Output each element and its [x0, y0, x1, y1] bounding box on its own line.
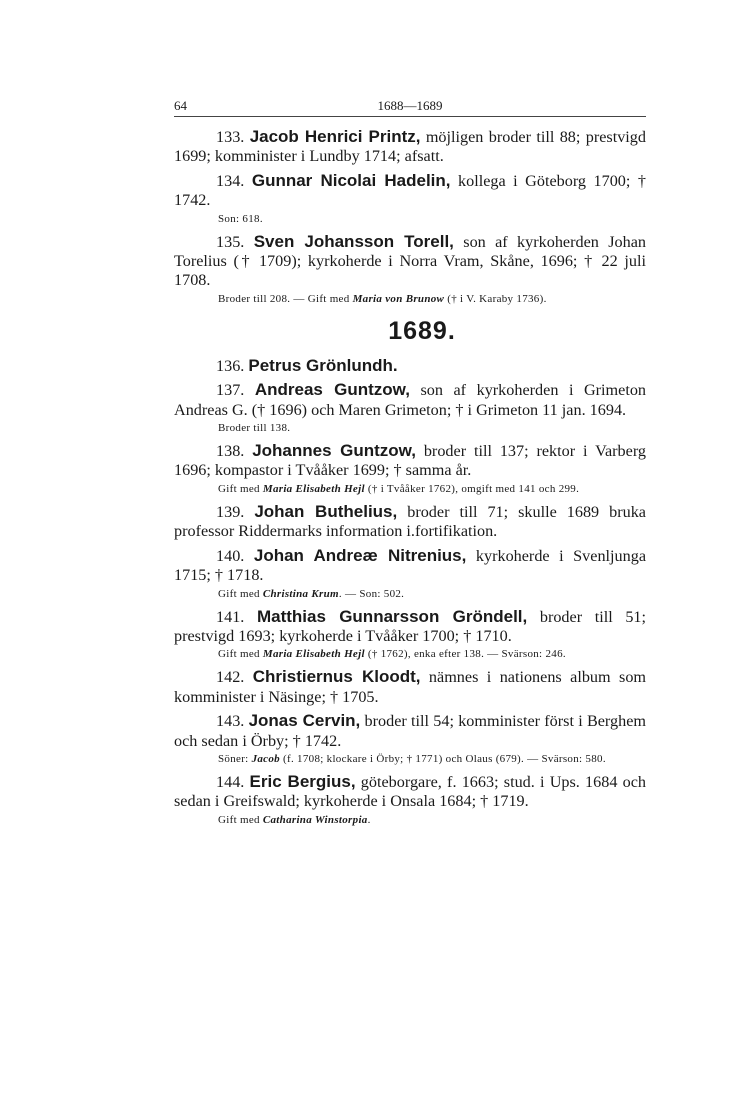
entry: [174, 667, 646, 707]
note-pre: Son: 618.: [218, 212, 263, 225]
note-pre: Söner:: [218, 752, 252, 765]
entry-number: 136.: [216, 356, 245, 375]
entry-number: 141.: [216, 607, 245, 626]
entry: [174, 232, 646, 291]
entry-note: [174, 482, 646, 497]
entry-text: kyrkoherde i Svenljunga 1715; † 1718.: [174, 546, 647, 585]
entry-note: [174, 752, 646, 767]
entry-number: 134.: [216, 171, 245, 190]
note-it: Maria Elisabeth Hejl: [262, 482, 365, 495]
note-pre: Gift med: [218, 813, 263, 826]
entry-number: 140.: [216, 546, 245, 565]
note-it: Maria Elisabeth Hejl: [262, 648, 365, 661]
note-pre: Broder till 138.: [218, 422, 291, 435]
entry-number: 142.: [216, 668, 245, 687]
entry-number: 139.: [216, 502, 245, 521]
entry-text: möjligen broder till 88; prestvigd 1699; komminister i Lundby 1714; afsatt.: [174, 128, 646, 166]
entry-number: 144.: [216, 772, 245, 791]
page-number: 64: [174, 98, 187, 113]
entries-1688: [174, 127, 646, 307]
entry: [174, 356, 646, 376]
entry: [174, 772, 646, 812]
note-it: Christina Krum: [262, 587, 339, 600]
note-pre: Gift med: [218, 482, 263, 495]
entry-name: Gunnar Nicolai Hadelin,: [251, 170, 451, 190]
note-pre: Gift med: [218, 587, 263, 600]
entry-name: Eric Bergius,: [249, 771, 356, 791]
entry: [174, 711, 646, 751]
entry-note: [174, 647, 646, 662]
note-post: († 1762), enka efter 138. — Svärson: 246.: [364, 648, 566, 661]
entry-name: Sven Johansson Torell,: [253, 231, 454, 251]
entry-note: [174, 587, 646, 602]
entry: [174, 502, 646, 542]
entry-name: Jonas Cervin,: [248, 711, 361, 731]
entry-number: 133.: [216, 128, 245, 146]
entry: [174, 127, 646, 167]
entry-note: [174, 813, 646, 828]
note-post: (f. 1708; klockare i Örby; † 1771) och Olaus (679). — Svärson: 580.: [279, 752, 606, 765]
entry-name: Jacob Henrici Printz,: [249, 127, 421, 146]
entry-text: broder till 71; skulle 1689 bruka professor Riddermarks information i.fortifikation.: [174, 502, 646, 541]
entry-number: 138.: [216, 442, 245, 461]
note-it: Maria von Brunow: [352, 292, 445, 305]
entry-note: [174, 421, 646, 436]
entry-name: Christiernus Kloodt,: [252, 667, 421, 687]
note-it: Catharina Winstorpia: [262, 813, 368, 826]
note-post: . — Son: 502.: [338, 587, 405, 600]
entry-note: [174, 212, 646, 227]
entry: [174, 546, 646, 586]
entry-number: 135.: [216, 232, 245, 251]
note-post: († i V. Karaby 1736).: [444, 292, 547, 305]
note-pre: Broder till 208. — Gift med: [218, 292, 353, 305]
entry: [174, 171, 646, 211]
entry: [174, 607, 646, 647]
running-head-years: 1688—1689: [377, 98, 443, 113]
note-pre: Gift med: [218, 648, 263, 661]
entry-number: 143.: [216, 712, 245, 731]
entry-text: son af kyrkoherden Johan Torelius († 1709); kyrkoherde i Norra Vram, Skåne, 1696; † 22 juli 1708.: [174, 232, 646, 290]
entry-name: Johan Andreæ Nitrenius,: [253, 545, 467, 565]
entry-text: broder till 54; komminister först i Berghem och sedan i Örby; † 1742.: [174, 712, 646, 750]
entry-name: Petrus Grönlundh.: [248, 355, 398, 375]
entry: [174, 441, 646, 481]
year-heading: 1689.: [388, 316, 456, 345]
entry-text: göteborgare, f. 1663; stud. i Ups. 1684 och sedan i Greifswald; kyrkoherde i Onsala 1684; † 1719.: [174, 772, 647, 811]
entry-number: 137.: [216, 381, 245, 400]
entry-text: broder till 137; rektor i Varberg 1696; kompastor i Tvååker 1699; † samma år.: [174, 442, 647, 480]
entry-text: kollega i Göteborg 1700; † 1742.: [174, 171, 646, 210]
entry-name: Johan Buthelius,: [254, 501, 398, 521]
note-it: Jacob: [251, 752, 280, 765]
entry-text: son af kyrkoherden i Grimeton Andreas G. († 1696) och Maren Grimeton; † i Grimeton 11 jan. 1694.: [174, 381, 647, 419]
entries-1689: [174, 356, 646, 828]
entry-text: broder till 51; prestvigd 1693; kyrkoherde i Tvååker 1700; † 1710.: [174, 607, 647, 645]
entry-note: [174, 292, 646, 307]
entry-name: Matthias Gunnarsson Gröndell,: [256, 606, 528, 626]
page-header: [174, 98, 646, 117]
entry-text: nämnes i nationens album som komminister i Näsinge; † 1705.: [174, 668, 646, 706]
entry-name: Johannes Guntzow,: [252, 441, 416, 461]
book-page: [174, 98, 646, 833]
note-post: († i Tvååker 1762), omgift med 141 och 299.: [364, 482, 580, 495]
entry-name: Andreas Guntzow,: [254, 380, 410, 400]
entry: [174, 380, 646, 420]
note-post: .: [367, 813, 371, 826]
